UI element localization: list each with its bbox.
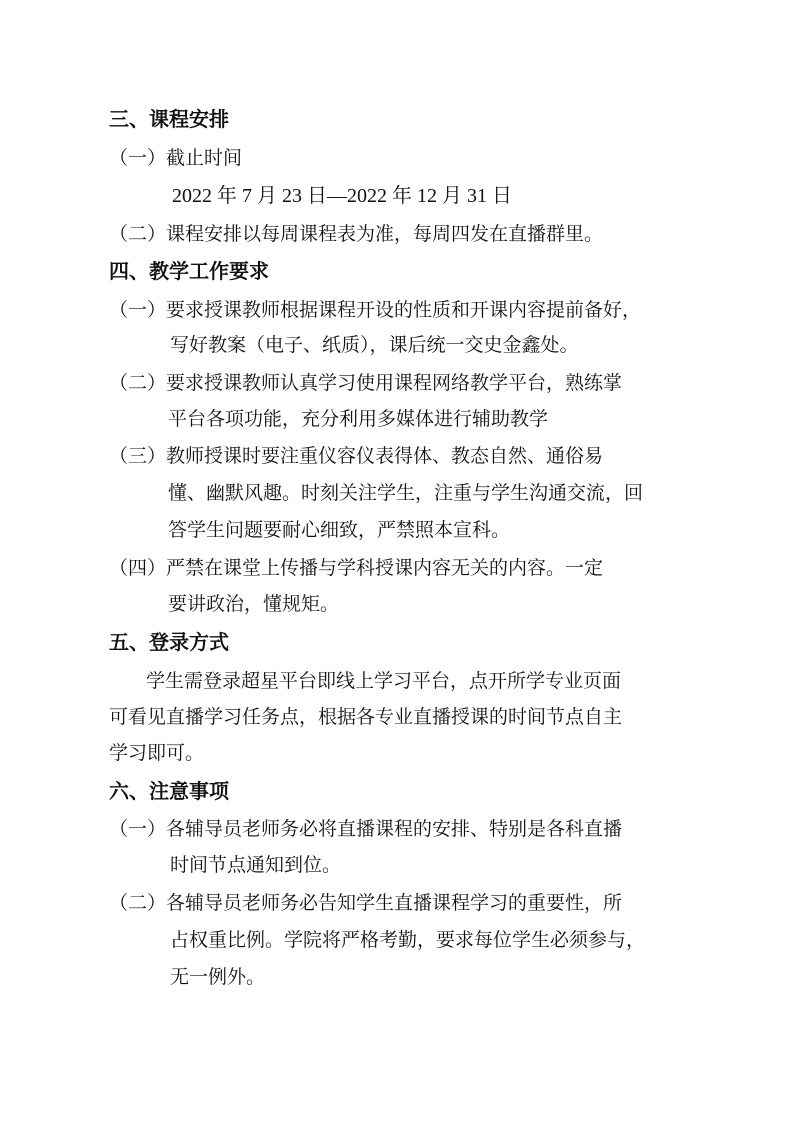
s4-item-4-line-1: （四）严禁在课堂上传播与学科授课内容无关的内容。一定 (109, 557, 604, 579)
s6-item-2-line-3: 无一例外。 (170, 966, 266, 988)
section-6-heading: 六、注意事项 (109, 779, 229, 803)
s4-item-1-line-1: （一）要求授课教师根据课程开设的性质和开课内容提前备好， (109, 299, 642, 321)
s3-item-1-label: （一）截止时间 (109, 147, 243, 169)
section-3-heading: 三、课程安排 (109, 107, 229, 131)
s5-paragraph-line-1: 学生需登录超星平台即线上学习平台，点开所学专业页面 (146, 670, 622, 692)
s3-item-2: （二）课程安排以每周课程表为准，每周四发在直播群里。 (109, 223, 604, 245)
s4-item-3-line-3: 答学生问题要耐心细致，严禁照本宣科。 (168, 519, 511, 541)
section-5-heading: 五、登录方式 (109, 630, 229, 654)
s6-item-1-line-2: 时间节点通知到位。 (170, 854, 342, 876)
s3-date-range: 2022 年 7 月 23 日—2022 年 12 月 31 日 (172, 185, 512, 207)
s4-item-4-line-2: 要讲政治，懂规矩。 (168, 593, 340, 615)
s4-item-1-line-2: 写好教案（电子、纸质），课后统一交史金鑫处。 (170, 334, 579, 356)
s6-item-1-line-1: （一）各辅导员老师务必将直播课程的安排、特别是各科直播 (109, 818, 623, 840)
s6-item-2-line-1: （二）各辅导员老师务必告知学生直播课程学习的重要性，所 (109, 892, 623, 914)
s4-item-3-line-2: 懂、幽默风趣。时刻关注学生，注重与学生沟通交流，回 (168, 482, 644, 504)
s5-paragraph-line-2: 可看见直播学习任务点，根据各专业直播授课的时间节点自主 (109, 706, 623, 728)
section-4-heading: 四、教学工作要求 (109, 259, 269, 283)
s4-item-2-line-1: （二）要求授课教师认真学习使用课程网络教学平台，熟练掌 (109, 372, 623, 394)
s4-item-3-line-1: （三）教师授课时要注重仪容仪表得体、教态自然、通俗易 (109, 445, 604, 467)
s5-paragraph-line-3: 学习即可。 (109, 742, 205, 764)
s6-item-2-line-2: 占权重比例。学院将严格考勤，要求每位学生必须参与， (170, 929, 646, 951)
s4-item-2-line-2: 平台各项功能，充分利用多媒体进行辅助教学 (168, 408, 549, 430)
